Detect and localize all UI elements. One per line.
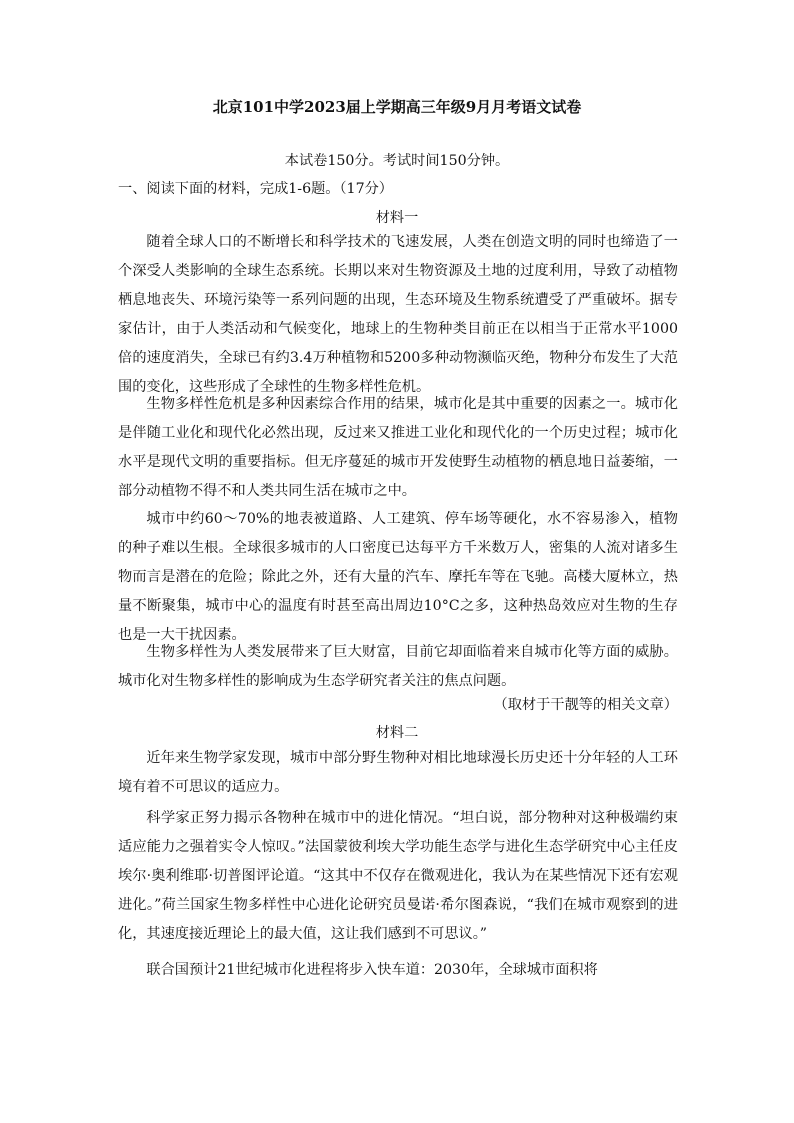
material-one-paragraph: 生物多样性危机是多种因素综合作用的结果，城市化是其中重要的因素之一。城市化是伴随工业化和现代化必然出现，反过来又推进工业化和现代化的一个历史过程；城市化水平是现代文明的重要指标。但无序蔓延的城市开发使野生动植物的栖息地日益萎缩，一部分动植物不得不和人类共同生活在城市之中。 [118, 396, 678, 499]
material-one-paragraph: 生物多样性为人类发展带来了巨大财富，目前它却面临着来自城市化等方面的威胁。城市化对生物多样性的影响成为生态学研究者关注的焦点问题。 [118, 644, 678, 689]
material-one-heading: 材料一 [375, 210, 419, 226]
material-one-paragraph: 随着全球人口的不断增长和科学技术的飞速发展，人类在创造文明的同时也缔造了一个深受人类影响的全球生态系统。长期以来对生物资源及土地的过度利用，导致了动植物栖息地丧失、环境污染等一系列问题的出现，生态环境及生物系统遭受了严重破坏。据专家估计，由于人类活动和气候变化，地球上的生物种类目前正在以相当于正常水平1000倍的速度消失，全球已有约3.4万种植物和5200多种动物濒临灭绝，物种分布发生了大范围的变化，这些形成了全球性的生物多样性危机。 [118, 234, 678, 395]
material-two-paragraph: 科学家正努力揭示各物种在城市中的进化情况。“坦白说，部分物种对这种极端约束适应能力之强着实令人惊叹。”法国蒙彼利埃大学功能生态学与进化生态学研究中心主任皮埃尔·奥利维耶·切普图评论道。“这其中不仅存在微观进化，我认为在某些情况下还有宏观进化。”荷兰国家生物多样性中心进化论研究员曼诺·希尔图森说，“我们在城市观察到的进化，其速度接近理论上的最大值，这让我们感到不可思议。” [118, 810, 678, 942]
exam-title: 北京101中学2023届上学期高三年级9月月考语文试卷 [212, 98, 582, 116]
exam-intro: 本试卷150分。考试时间150分钟。 [284, 153, 510, 169]
material-one-paragraph: 城市中约60～70%的地表被道路、人工建筑、停车场等硬化，水不容易渗入，植物的种子难以生根。全球很多城市的人口密度已达每平方千米数万人，密集的人流对诸多生物而言是潜在的危险；除此之外，还有大量的汽车、摩托车等在飞驰。高楼大厦林立，热量不断聚集，城市中心的温度有时甚至高出周边10°C之多，这种热岛效应对生物的生存也是一大干扰因素。 [118, 511, 678, 643]
material-one-source: （取材于干靓等的相关文章） [493, 697, 678, 713]
material-two-heading: 材料二 [375, 725, 419, 741]
material-two-paragraph: 联合国预计21世纪城市化进程将步入快车道：2030年，全球城市面积将 [146, 962, 598, 978]
section-heading: 一、阅读下面的材料，完成1-6题。（17分） [118, 181, 393, 197]
material-two-paragraph: 近年来生物学家发现，城市中部分野生物种对相比地球漫长历史还十分年轻的人工环境有着不可思议的适应力。 [118, 750, 678, 795]
